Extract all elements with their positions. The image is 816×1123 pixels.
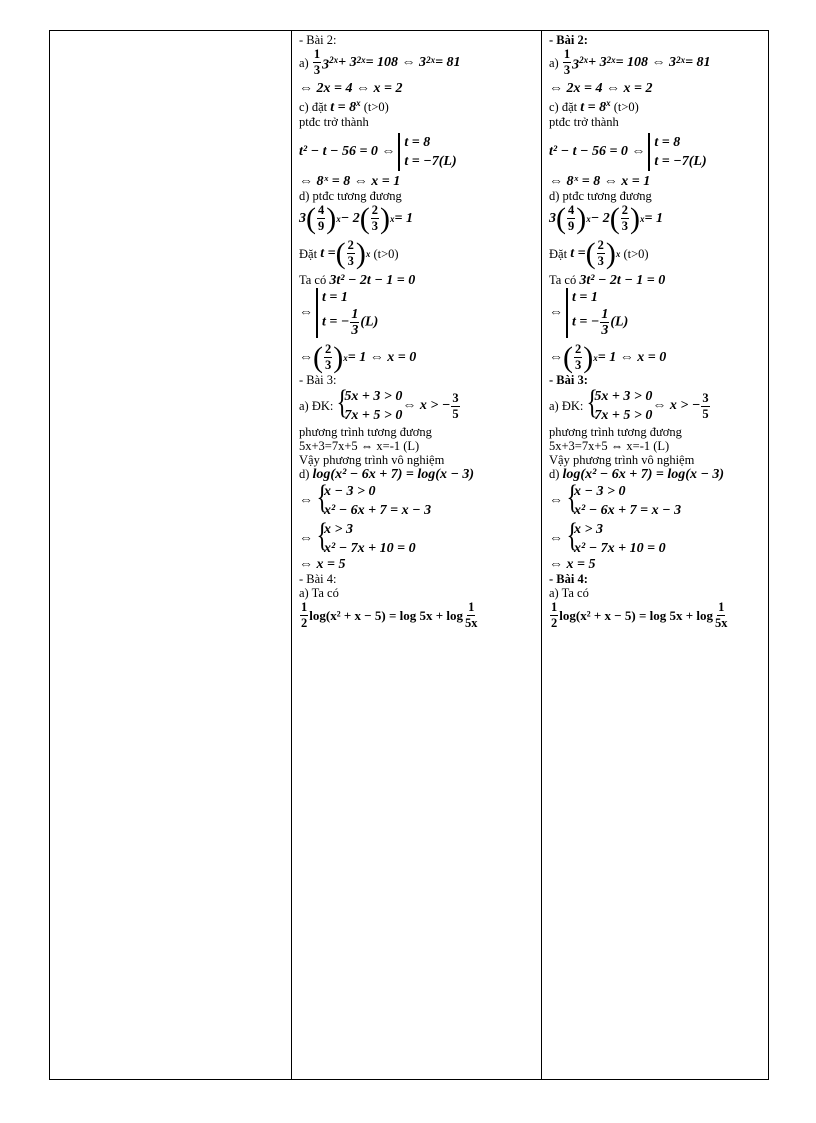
equation-line: ⇔ t = 1 t = − $\frac{1}{3}$ (L): [299, 290, 379, 339]
text-line: ptđc trở thành: [549, 115, 619, 130]
equation-line: Đặt t = ( $\frac{2}{3}$ ) x (t>0): [549, 236, 649, 270]
text-line: phương trình tương đương: [299, 425, 432, 440]
text-line: c) đặt $t = 8^x$ (t>0): [549, 98, 639, 116]
text-line: Vậy phương trình vô nghiệm: [549, 453, 695, 468]
answer-table: [49, 30, 769, 1080]
equation-line: 3 ( $\frac{4}{9}$ ) x − 2 ( $\frac{2}{3}$ ) x = 1: [549, 201, 663, 235]
solution-column-left: [292, 31, 541, 631]
section-label: - Bài 4:: [549, 572, 588, 587]
text-line: ptđc trở thành: [299, 115, 369, 130]
text-line: phương trình tương đương: [549, 425, 682, 440]
text-line: Ta có 3t² − 2t − 1 = 0: [549, 273, 666, 289]
section-label: - Bài 4:: [299, 572, 337, 587]
equation-line: ⇔ { x > 3 x² − 7x + 10 = 0: [299, 520, 541, 558]
text-line: c) đặt $t = 8^x$ (t>0): [299, 98, 389, 116]
equation-line: Đặt t = ( $\frac{2}{3}$ ) x (t>0): [299, 236, 399, 270]
equation-line: a) ĐK: { 5x + 3 > 0 7x + 5 > 0 ⇔ x > − $\frac{3}{5}$: [549, 387, 768, 425]
equation-line: ⇔ t = 1 t = − $\frac{1}{3}$ (L): [549, 290, 629, 339]
equation-line: ⇔ x = 5: [299, 557, 346, 573]
text-line: Ta có 3t² − 2t − 1 = 0: [299, 273, 416, 289]
equation-line: ⇔ 2x = 4 ⇔ x = 2: [299, 81, 403, 96]
equation-line: ⇔ ( $\frac{2}{3}$ ) x = 1 ⇔ x = 0: [299, 340, 417, 374]
text-line: d) ptđc tương đương: [299, 189, 402, 204]
equation-line: a) $\frac{1}{3}$ $3^{2x}$ + 3 $^{2x}$ = 108 ⇔ 3 $^{2x}$ = 81: [549, 47, 711, 77]
solution-column-right: [542, 31, 768, 631]
section-label: - Bài 2:: [549, 33, 588, 47]
text-line: a) Ta có: [549, 586, 589, 601]
table-column-3: [542, 31, 768, 1079]
equation-line: $\frac{1}{2}$ log(x² + x − 5) = log 5x + log $\frac{1}{5x}$: [551, 600, 728, 631]
equation-line: a) $\frac{1}{3}$ $3^{2x}$ + 3 $^{2x}$ = 108 ⇔ 3 $^{2x}$ = 81: [299, 47, 461, 77]
equation-line: ⇔ { x − 3 > 0 x² − 6x + 7 = x − 3: [299, 482, 541, 520]
equation-line: a) ĐK: { 5x + 3 > 0 7x + 5 > 0 ⇔ x > − $\frac{3}{5}$: [299, 387, 541, 425]
equation-line: ⇔ x = 5: [549, 557, 596, 573]
section-label: - Bài 2:: [299, 33, 337, 47]
equation-line: $\frac{1}{2}$ log(x² + x − 5) = log 5x + log $\frac{1}{5x}$: [301, 600, 478, 631]
equation-line: d) log(x² − 6x + 7) = log(x − 3): [299, 467, 475, 483]
equation-line: ⇔ 8ˣ = 8 ⇔ x = 1: [299, 174, 401, 190]
section-label: - Bài 3:: [549, 373, 588, 388]
equation-line: ⇔ { x − 3 > 0 x² − 6x + 7 = x − 3: [549, 482, 768, 520]
equation-line: 3 ( $\frac{4}{9}$ ) x − 2 ( $\frac{2}{3}$ ) x = 1: [299, 201, 413, 235]
equation-line: ⇔ ( $\frac{2}{3}$ ) x = 1 ⇔ x = 0: [549, 340, 667, 374]
equation-line: ⇔ 8ˣ = 8 ⇔ x = 1: [549, 174, 651, 190]
table-column-1: [50, 31, 292, 1079]
text-line: a) Ta có: [299, 586, 339, 601]
equation-line: ⇔ { x > 3 x² − 7x + 10 = 0: [549, 520, 768, 558]
equation-line: t² − t − 56 = 0 ⇔ t = 8 t = −7(L): [299, 135, 457, 170]
equation-line: d) log(x² − 6x + 7) = log(x − 3): [549, 467, 725, 483]
table-column-2: [292, 31, 542, 1079]
text-line: 5x+3=7x+5 ⇔ x=-1 (L): [299, 439, 420, 454]
text-line: d) ptđc tương đương: [549, 189, 652, 204]
text-line: 5x+3=7x+5 ⇔ x=-1 (L): [549, 439, 670, 454]
section-label: - Bài 3:: [299, 373, 337, 388]
equation-line: t² − t − 56 = 0 ⇔ t = 8 t = −7(L): [549, 135, 707, 170]
text-line: Vậy phương trình vô nghiệm: [299, 453, 445, 468]
equation-line: ⇔ 2x = 4 ⇔ x = 2: [549, 81, 653, 96]
